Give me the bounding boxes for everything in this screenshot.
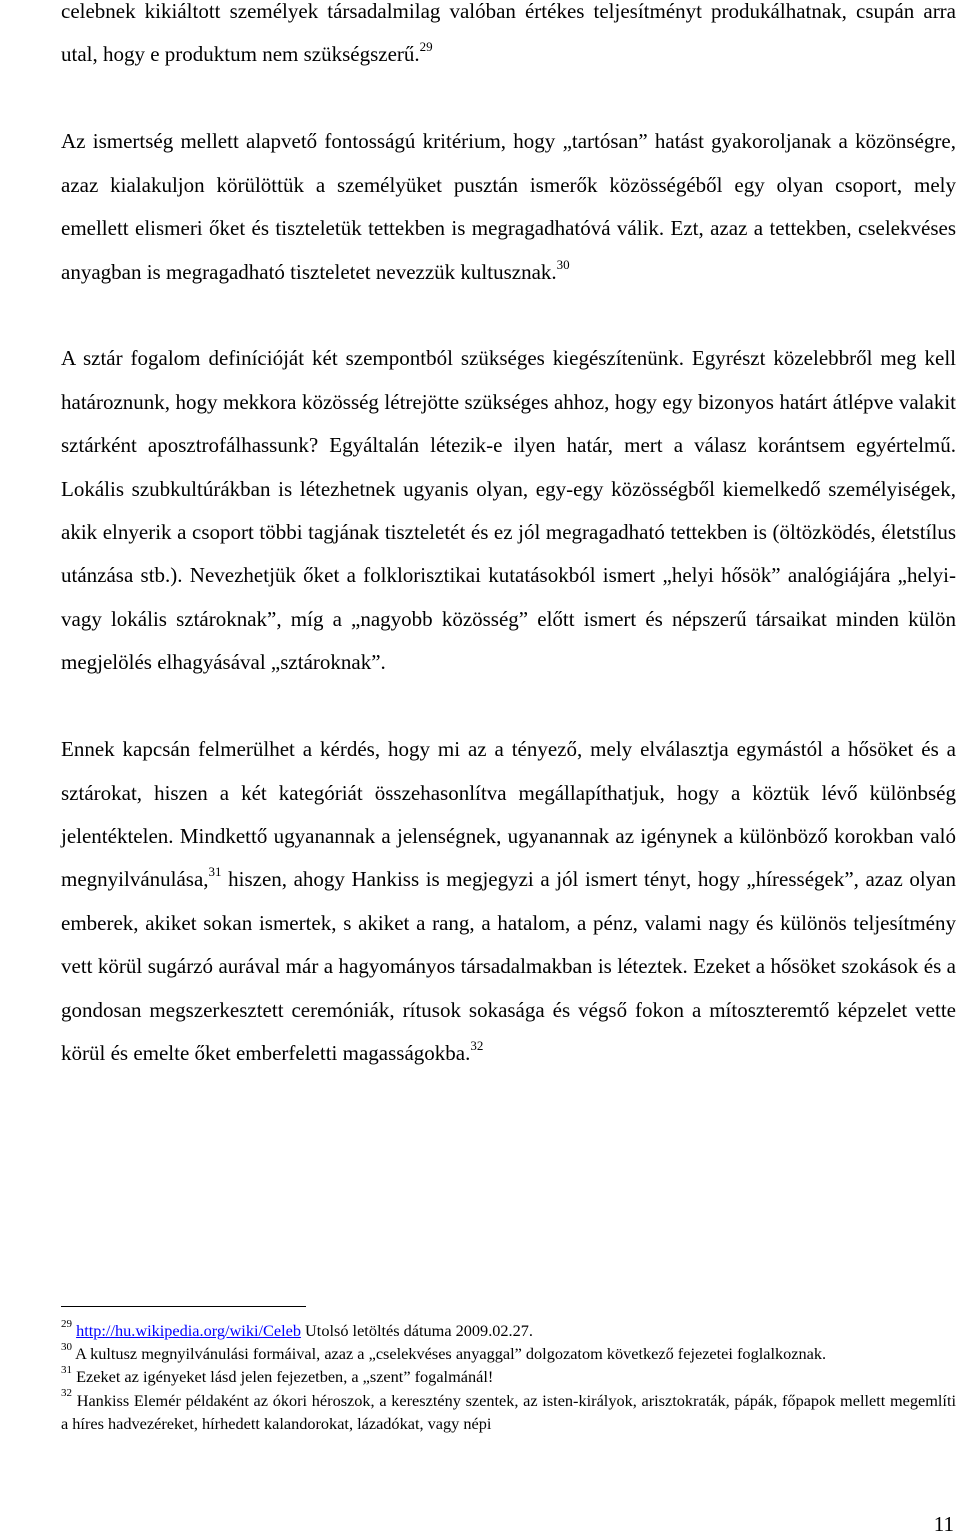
paragraph-cult-definition: [61, 120, 956, 294]
footnote-number: 30: [61, 1340, 72, 1353]
footnote-separator: [61, 1306, 306, 1307]
footnote-31: [61, 1365, 956, 1388]
footnote-29: [61, 1319, 956, 1342]
footnote-link-celeb[interactable]: http://hu.wikipedia.org/wiki/Celeb: [76, 1321, 301, 1340]
paragraph-text: Ennek kapcsán felmerülhet a kérdés, hogy mi az a tényező, mely elválasztja egymástól a hősöket és a sztárokat, hiszen a két kategóriát összehasonlítva megállapíthatjuk, hogy a köztük lévő különbség jelentéktelen. Mindkettő ugyanannak a jelenségnek, ugyanannak az igénynek a különböző korokban való megnyilvánulása,: [61, 737, 956, 892]
footnote-32: [61, 1389, 956, 1435]
footnote-text: Ezeket az igényeket lásd jelen fejezetben, a „szent” fogalmánál!: [72, 1367, 494, 1387]
footnote-ref-29[interactable]: 29: [419, 39, 433, 55]
paragraph-heroes-and-stars: [61, 728, 956, 1075]
paragraph-continuation: [61, 0, 956, 77]
footnote-30: [61, 1342, 956, 1365]
page-body: [61, 0, 956, 1075]
footnote-number: 31: [61, 1363, 72, 1376]
page-number: 11: [933, 1512, 954, 1536]
footnote-text: A kultusz megnyilvánulási formáival, azaz a „cselekvéses anyaggal” dolgozatom következő fejezetei foglalkoznak.: [72, 1344, 827, 1364]
footnote-text: Utolsó letöltés dátuma 2009.02.27.: [300, 1321, 533, 1340]
footnote-number: 29: [61, 1317, 72, 1330]
paragraph-text: Az ismertség mellett alapvető fontosságú kritérium, hogy „tartósan” hatást gyakoroljanak a közönségre, azaz kialakuljon körülöttük a személyüket pusztán ismerők közösségéből egy olyan csoport, mely emellett elismeri őket és tiszteletük tettekben is megragadhatóvá válik. Ezt, azaz a tettekben, cselekvéses anyagban is megragadható tiszteletet nevezzük kultusznak.: [61, 129, 956, 284]
footnote-number: 32: [61, 1387, 72, 1400]
footnote-ref-32[interactable]: 32: [470, 1038, 484, 1054]
paragraph-text: celebnek kikiáltott személyek társadalmilag valóban értékes teljesítményt produkálhatnak, csupán arra utal, hogy e produktum nem szükségszerű.: [61, 0, 956, 67]
footnote-text: Hankiss Elemér példaként az ókori héroszok, a keresztény szentek, az isten-királyok, arisztokraták, pápák, főpapok mellett megemlíti a híres hadvezéreket, hírhedett kalandorokat, lázadókat, vagy népi: [61, 1390, 956, 1433]
paragraph-text: A sztár fogalom definícióját két szempontból szükséges kiegészítenünk. Egyrészt közelebbről meg kell határoznunk, hogy mekkora közösség létrejötte szükséges ahhoz, hogy egy bizonyos határt átlépve valakit sztárként aposztrofálhassunk? Egyáltalán létezik-e ilyen határ, mert a válasz korántsem egyértelmű. Lokális szubkultúrákban is létezhetnek ugyanis olyan, egy-egy közösségből kiemelkedő személyiségek, akik elnyerik a csoport többi tagjának tiszteletét és ez jól megragadható tettekben is (öltözködés, életstílus utánzása stb.). Nevezhetjük őket a folklorisztikai kutatásokból ismert „helyi hősök” analógiájára „helyi- vagy lokális sztároknak”, míg a „nagyobb közösség” előtt ismert és népszerű társaikat minden külön megjelölés elhagyásával „sztároknak”.: [61, 346, 956, 675]
paragraph-star-definition: [61, 337, 956, 684]
paragraph-text: hiszen, ahogy Hankiss is megjegyzi a jól ismert tényt, hogy „hírességek”, azaz olyan emberek, akiket sokan ismertek, s akiket a rang, a hatalom, a pénz, valami nagy és különös teljesítmény vett körül sugárzó aurával már a hagyományos társadalmakban is léteztek. Ezeket a hősöket szokások és a gondosan megszerkesztett ceremóniák, rítusok sokasága és végső fokon a mítoszteremtő képzelet vette körül és emelte őket emberfeletti magasságokba.: [61, 867, 956, 1066]
footnote-ref-30[interactable]: 30: [556, 256, 570, 272]
footnotes-section: [61, 1319, 956, 1435]
footnote-ref-31[interactable]: 31: [208, 864, 222, 880]
